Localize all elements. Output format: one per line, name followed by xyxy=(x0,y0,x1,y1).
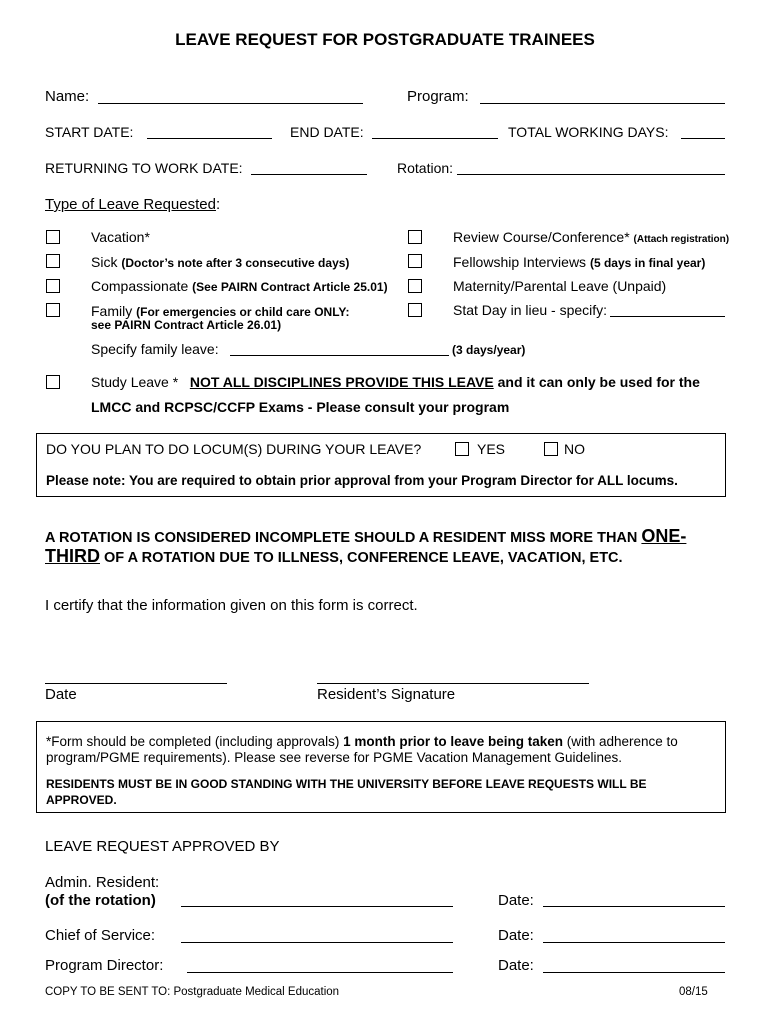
notice-line-1-bold: 1 month prior to leave being taken xyxy=(343,734,563,749)
compassionate-checkbox[interactable] xyxy=(46,279,60,293)
locum-question: DO YOU PLAN TO DO LOCUM(S) DURING YOUR LEAVE? xyxy=(46,441,422,457)
leave-type-heading-text: Type of Leave Requested xyxy=(45,196,216,213)
sick-label xyxy=(91,254,349,270)
start-date-field[interactable] xyxy=(147,138,272,139)
form-title: LEAVE REQUEST FOR POSTGRADUATE TRAINEES xyxy=(175,30,595,49)
admin-resident-date-label: Date: xyxy=(498,892,534,909)
compassionate-label xyxy=(91,278,388,294)
study-leave-note-2: LMCC and RCPSC/CCFP Exams - Please consult your program xyxy=(91,399,510,415)
rotation-notice-line-1 xyxy=(45,526,686,547)
end-date-field[interactable] xyxy=(372,138,498,139)
rotation-notice-part-1: A ROTATION IS CONSIDERED INCOMPLETE SHOULD A RESIDENT MISS MORE THAN xyxy=(45,530,638,546)
chief-date-field[interactable] xyxy=(543,942,725,943)
end-date-label: END DATE: xyxy=(290,124,364,140)
program-director-date-field[interactable] xyxy=(543,972,725,973)
resident-signature-field[interactable] xyxy=(317,683,589,684)
chief-date-label: Date: xyxy=(498,927,534,944)
review-course-checkbox[interactable] xyxy=(408,230,422,244)
fellowship-text: Fellowship Interviews xyxy=(453,254,587,270)
rotation-label: Rotation: xyxy=(397,160,454,176)
family-checkbox[interactable] xyxy=(46,303,60,317)
program-label: Program: xyxy=(407,88,469,105)
locum-yes-checkbox[interactable] xyxy=(455,442,469,456)
admin-resident-signature-field[interactable] xyxy=(181,906,453,907)
footer-copy-to: COPY TO BE SENT TO: Postgraduate Medical Education xyxy=(45,986,340,998)
program-director-signature-field[interactable] xyxy=(187,972,453,973)
program-director-date-label: Date: xyxy=(498,957,534,974)
name-label: Name: xyxy=(45,88,90,105)
review-course-text: Review Course/Conference* xyxy=(453,229,630,245)
footer-version: 08/15 xyxy=(679,986,708,998)
study-leave-warning: NOT ALL DISCIPLINES PROVIDE THIS LEAVE xyxy=(189,374,494,390)
stat-day-field[interactable] xyxy=(610,316,725,317)
start-date-label: START DATE: xyxy=(45,124,134,140)
name-field[interactable] xyxy=(98,103,363,104)
notice-line-1-pre: *Form should be completed (including approvals) xyxy=(46,734,340,749)
rotation-field[interactable] xyxy=(457,174,725,175)
notice-line-2: program/PGME requirements). Please see reverse for PGME Vacation Management Guidelines. xyxy=(46,750,623,765)
returning-date-field[interactable] xyxy=(251,174,367,175)
study-leave-note: and it can only be used for the xyxy=(497,374,700,390)
approval-heading: LEAVE REQUEST APPROVED BY xyxy=(45,838,280,855)
stat-day-label: Stat Day in lieu - specify: xyxy=(453,302,608,318)
family-text: Family xyxy=(91,303,133,319)
certify-statement: I certify that the information given on this form is correct. xyxy=(45,597,418,614)
fellowship-checkbox[interactable] xyxy=(408,254,422,268)
notice-line-1 xyxy=(46,734,678,749)
family-label xyxy=(91,303,350,319)
fellowship-label xyxy=(453,254,705,270)
sick-note: (Doctor’s note after 3 consecutive days) xyxy=(121,256,350,270)
locum-no-label: NO xyxy=(564,441,585,457)
study-leave-text: Study Leave * xyxy=(91,374,179,390)
program-field[interactable] xyxy=(480,103,725,104)
program-director-label: Program Director: xyxy=(45,957,164,974)
vacation-label: Vacation* xyxy=(91,229,150,245)
rotation-notice-emphasis-2: THIRD xyxy=(45,546,100,566)
chief-of-service-signature-field[interactable] xyxy=(181,942,453,943)
family-note-2: see PAIRN Contract Article 26.01) xyxy=(91,318,282,332)
leave-type-heading-colon: : xyxy=(215,196,221,213)
review-course-note: (Attach registration) xyxy=(633,234,730,245)
review-course-label xyxy=(453,229,729,245)
study-leave-label xyxy=(91,374,700,390)
vacation-checkbox[interactable] xyxy=(46,230,60,244)
standing-notice-2: APPROVED. xyxy=(46,793,117,807)
specify-family-field[interactable] xyxy=(230,355,449,356)
maternity-checkbox[interactable] xyxy=(408,279,422,293)
study-leave-checkbox[interactable] xyxy=(46,375,60,389)
resident-signature-label: Resident’s Signature xyxy=(317,686,456,703)
standing-notice-1: RESIDENTS MUST BE IN GOOD STANDING WITH THE UNIVERSITY BEFORE LEAVE REQUESTS WILL BE xyxy=(46,777,647,791)
locum-note: Please note: You are required to obtain prior approval from your Program Director for ALL locums. xyxy=(46,473,678,488)
family-note-1: (For emergencies or child care ONLY: xyxy=(136,305,350,319)
locum-no-checkbox[interactable] xyxy=(544,442,558,456)
stat-day-checkbox[interactable] xyxy=(408,303,422,317)
admin-resident-sublabel: (of the rotation) xyxy=(45,892,156,909)
notice-line-1-post: (with adherence to xyxy=(566,734,678,749)
fellowship-note: (5 days in final year) xyxy=(589,256,706,270)
admin-resident-label: Admin. Resident: xyxy=(45,874,160,891)
leave-type-heading xyxy=(45,196,220,213)
date-signature-field[interactable] xyxy=(45,683,227,684)
total-working-days-field[interactable] xyxy=(681,138,725,139)
locum-yes-label: YES xyxy=(477,441,506,457)
compassionate-note: (See PAIRN Contract Article 25.01) xyxy=(192,280,388,294)
specify-family-label: Specify family leave: xyxy=(91,341,219,357)
compassionate-text: Compassionate xyxy=(91,278,189,294)
rotation-notice-line-2 xyxy=(45,546,623,567)
maternity-label: Maternity/Parental Leave (Unpaid) xyxy=(453,278,667,294)
sick-checkbox[interactable] xyxy=(46,254,60,268)
admin-resident-date-field[interactable] xyxy=(543,906,725,907)
rotation-notice-emphasis-1: ONE- xyxy=(641,526,687,546)
chief-of-service-label: Chief of Service: xyxy=(45,927,156,944)
total-working-days-label: TOTAL WORKING DAYS: xyxy=(508,124,669,140)
date-signature-label: Date xyxy=(45,686,77,703)
rotation-notice-part-2: OF A ROTATION DUE TO ILLNESS, CONFERENCE LEAVE, VACATION, ETC. xyxy=(104,550,623,566)
sick-text: Sick xyxy=(91,254,118,270)
returning-date-label: RETURNING TO WORK DATE: xyxy=(45,160,243,176)
specify-family-note: (3 days/year) xyxy=(452,343,526,357)
